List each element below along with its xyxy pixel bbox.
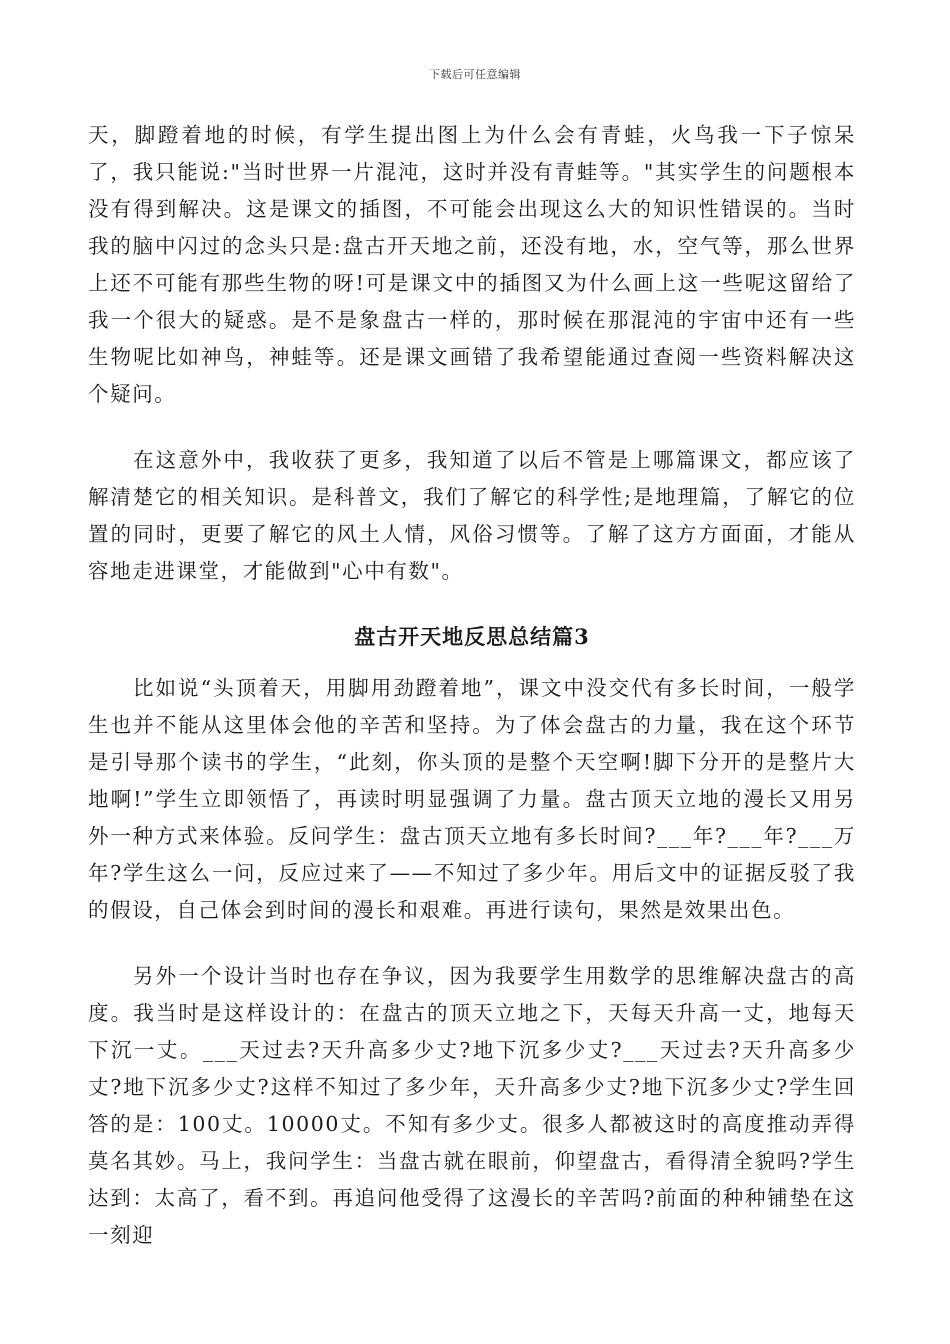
paragraph-continued: 天，脚蹬着地的时候，有学生提出图上为什么会有青蛙，火鸟我一下子惊呆了，我只能说:"当时世界一片混沌，这时并没有青蛙等。"其实学生的问题根本没有得到解决。这是课文的插图，不可能会出现这么大的知识性错误的。当时我的脑中闪过的念头只是:盘古开天地之前，还没有地，水，空气等，那么世界上还不可能有那些生物的呀!可是课文中的插图又为什么画上这一些呢这留给了我一个很大的疑惑。是不是象盘古一样的，那时候在那混沌的宇宙中还有一些生物呢比如神鸟，神蛙等。还是课文画错了我希望能通过查阅一些资料解决这个疑问。 <box>88 123 856 406</box>
section-paragraph-1: 比如说“头顶着天，用脚用劲蹬着地”，课文中没交代有多长时间，一般学生也并不能从这里体会他的辛苦和坚持。为了体会盘古的力量，我在这个环节是引导那个读书的学生，“此刻，你头顶的是整个天空啊!脚下分开的是整片大地啊!”学生立即领悟了，再读时明显强调了力量。盘古顶天立地的漫长又用另外一种方式来体验。反问学生：盘古顶天立地有多长时间?___年?___年?___万年?学生这么一问，反应过来了——不知过了多少年。用后文中的证据反驳了我的假设，自己体会到时间的漫长和艰难。再进行读句，果然是效果出色。 <box>88 676 856 922</box>
page-header: 下载后可任意编辑 <box>429 68 521 81</box>
section-paragraph-2: 另外一个设计当时也存在争议，因为我要学生用数学的思维解决盘古的高度。我当时是这样设计的：在盘古的顶天立地之下，天每天升高一丈，地每天下沉一丈。___天过去?天升高多少丈?地下沉多少丈?___天过去?天升高多少丈?地下沉多少丈?这样不知过了多少年，天升高多少丈?地下沉多少丈?学生回答的是：100丈。10000丈。不知有多少丈。很多人都被这时的高度推动弄得莫名其妙。马上，我问学生：当盘古就在眼前，仰望盘古，看得清全貌吗?学生达到：太高了，看不到。再追问他受得了这漫长的辛苦吗?前面的种种铺垫在这一刻迎 <box>88 964 856 1247</box>
document-body <box>88 117 856 1254</box>
paragraph-reflection: 在这意外中，我收获了更多，我知道了以后不管是上哪篇课文，都应该了解清楚它的相关知识。是科普文，我们了解它的科学性;是地理篇，了解它的位置的同时，更要了解它的风土人情，风俗习惯等。了解了这方方面面，才能从容地走进课堂，才能做到"心中有数"。 <box>88 448 856 583</box>
section-title: 盘古开天地反思总结篇3 <box>354 624 590 649</box>
